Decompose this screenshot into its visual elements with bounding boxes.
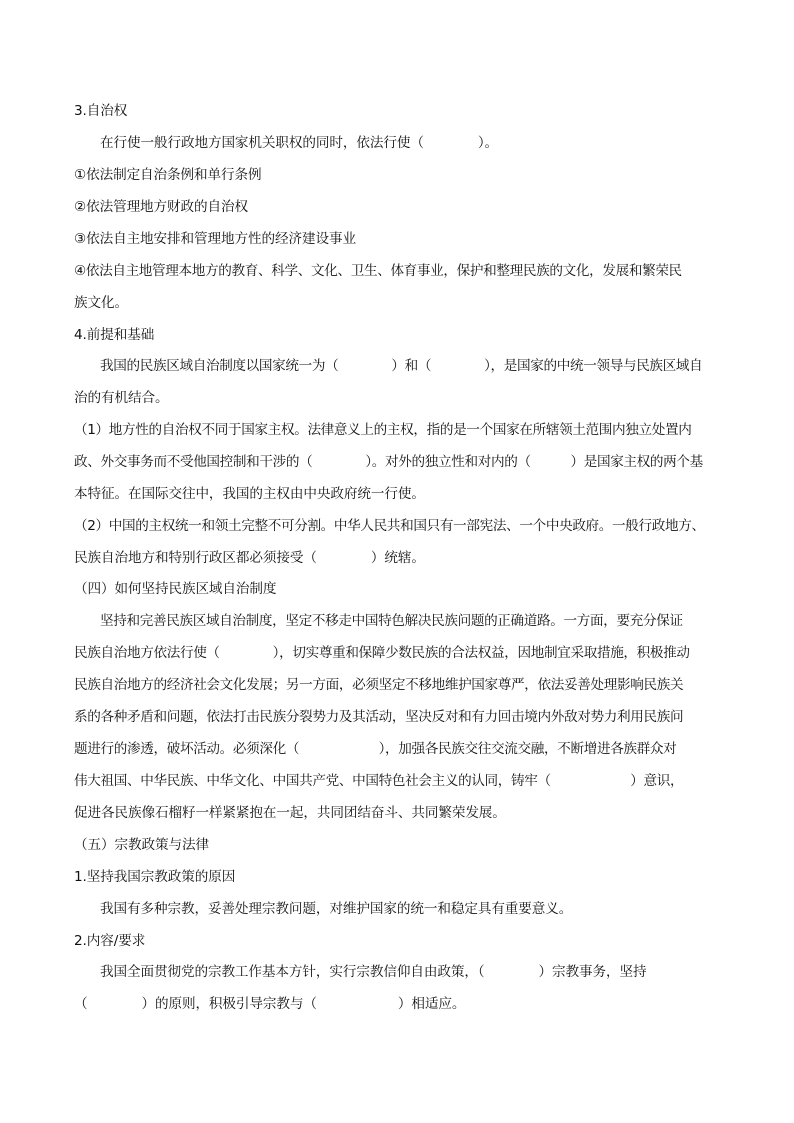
paragraph-line: 我国有多种宗教，妥善处理宗教问题，对维护国家的统一和稳定具有重要意义。: [100, 901, 573, 917]
paragraph-line: 民族自治地方的经济社会文化发展；另一方面，必须坚定不移地维护国家尊严，依法妥善处理影响民族关: [74, 677, 684, 693]
paragraph-line: 伟大祖国、中华民族、中华文化、中国共产党、中国特色社会主义的认同，铸牢（ ）意识，: [74, 773, 684, 789]
paragraph-line: （2）中国的主权统一和领土完整不可分割。中华人民共和国只有一部宪法、一个中央政府。一般行政地方、: [74, 518, 705, 534]
paragraph-line: 治的有机结合。: [74, 390, 169, 406]
paragraph-line: 题进行的渗透，破坏活动。必须深化（ ），加强各民族交往交流交融，不断增进各族群众对: [74, 741, 677, 757]
subsection-heading-reason: 1.坚持我国宗教政策的原因: [74, 869, 236, 885]
paragraph-line: 在行使一般行政地方国家机关职权的同时，依法行使（ ）。: [100, 135, 499, 151]
paragraph-line: （1）地方性的自治权不同于国家主权。法律意义上的主权，指的是一个国家在所辖领土范围内独立处置内: [74, 422, 692, 438]
paragraph-line: 坚持和完善民族区域自治制度，坚定不移走中国特色解决民族问题的正确道路。一方面，要充分保证: [100, 613, 683, 629]
list-item: ①依法制定自治条例和单行条例: [74, 167, 262, 183]
paragraph-line: 本特征。在国际交往中，我国的主权由中央政府统一行使。: [74, 486, 425, 502]
section-heading-adhere: （四）如何坚持民族区域自治制度: [74, 581, 277, 597]
section-heading-premise: 4.前提和基础: [74, 327, 155, 343]
paragraph-line: 促进各民族像石榴籽一样紧紧抱在一起，共同团结奋斗、共同繁荣发展。: [74, 805, 506, 821]
paragraph-line: 政、外交事务而不受他国控制和干涉的（ ）。对外的独立性和对内的（ ）是国家主权的两个基: [74, 454, 703, 470]
list-item: ④依法自主地管理本地方的教育、科学、文化、卫生、体育事业，保护和整理民族的文化，发展和繁荣民: [74, 263, 682, 279]
list-item: ③依法自主地安排和管理地方性的经济建设事业: [74, 231, 356, 247]
list-item: ②依法管理地方财政的自治权: [74, 199, 249, 215]
paragraph-line: 民族自治地方和特别行政区都必须接受（ ）统辖。: [74, 550, 425, 566]
paragraph-line: 民族自治地方依法行使（ ），切实尊重和保障少数民族的合法权益，因地制宜采取措施，积极推动: [74, 645, 690, 661]
section-heading-religion: （五）宗教政策与法律: [74, 837, 209, 853]
subsection-heading-content: 2.内容/要求: [74, 933, 146, 949]
paragraph-line: 我国的民族区域自治制度以国家统一为（ ）和（ ），是国家的中统一领导与民族区域自: [100, 358, 703, 374]
paragraph-line: 我国全面贯彻党的宗教工作基本方针，实行宗教信仰自由政策，（ ）宗教事务，坚持: [100, 964, 647, 980]
paragraph-line: 族文化。: [74, 295, 128, 311]
paragraph-line: 系的各种矛盾和问题，依法打击民族分裂势力及其活动，坚决反对和有力回击境内外敌对势力利用民族问: [74, 709, 684, 725]
section-heading-autonomy: 3.自治权: [74, 103, 128, 119]
paragraph-line: （ ）的原则，积极引导宗教与（ ）相适应。: [74, 996, 466, 1012]
